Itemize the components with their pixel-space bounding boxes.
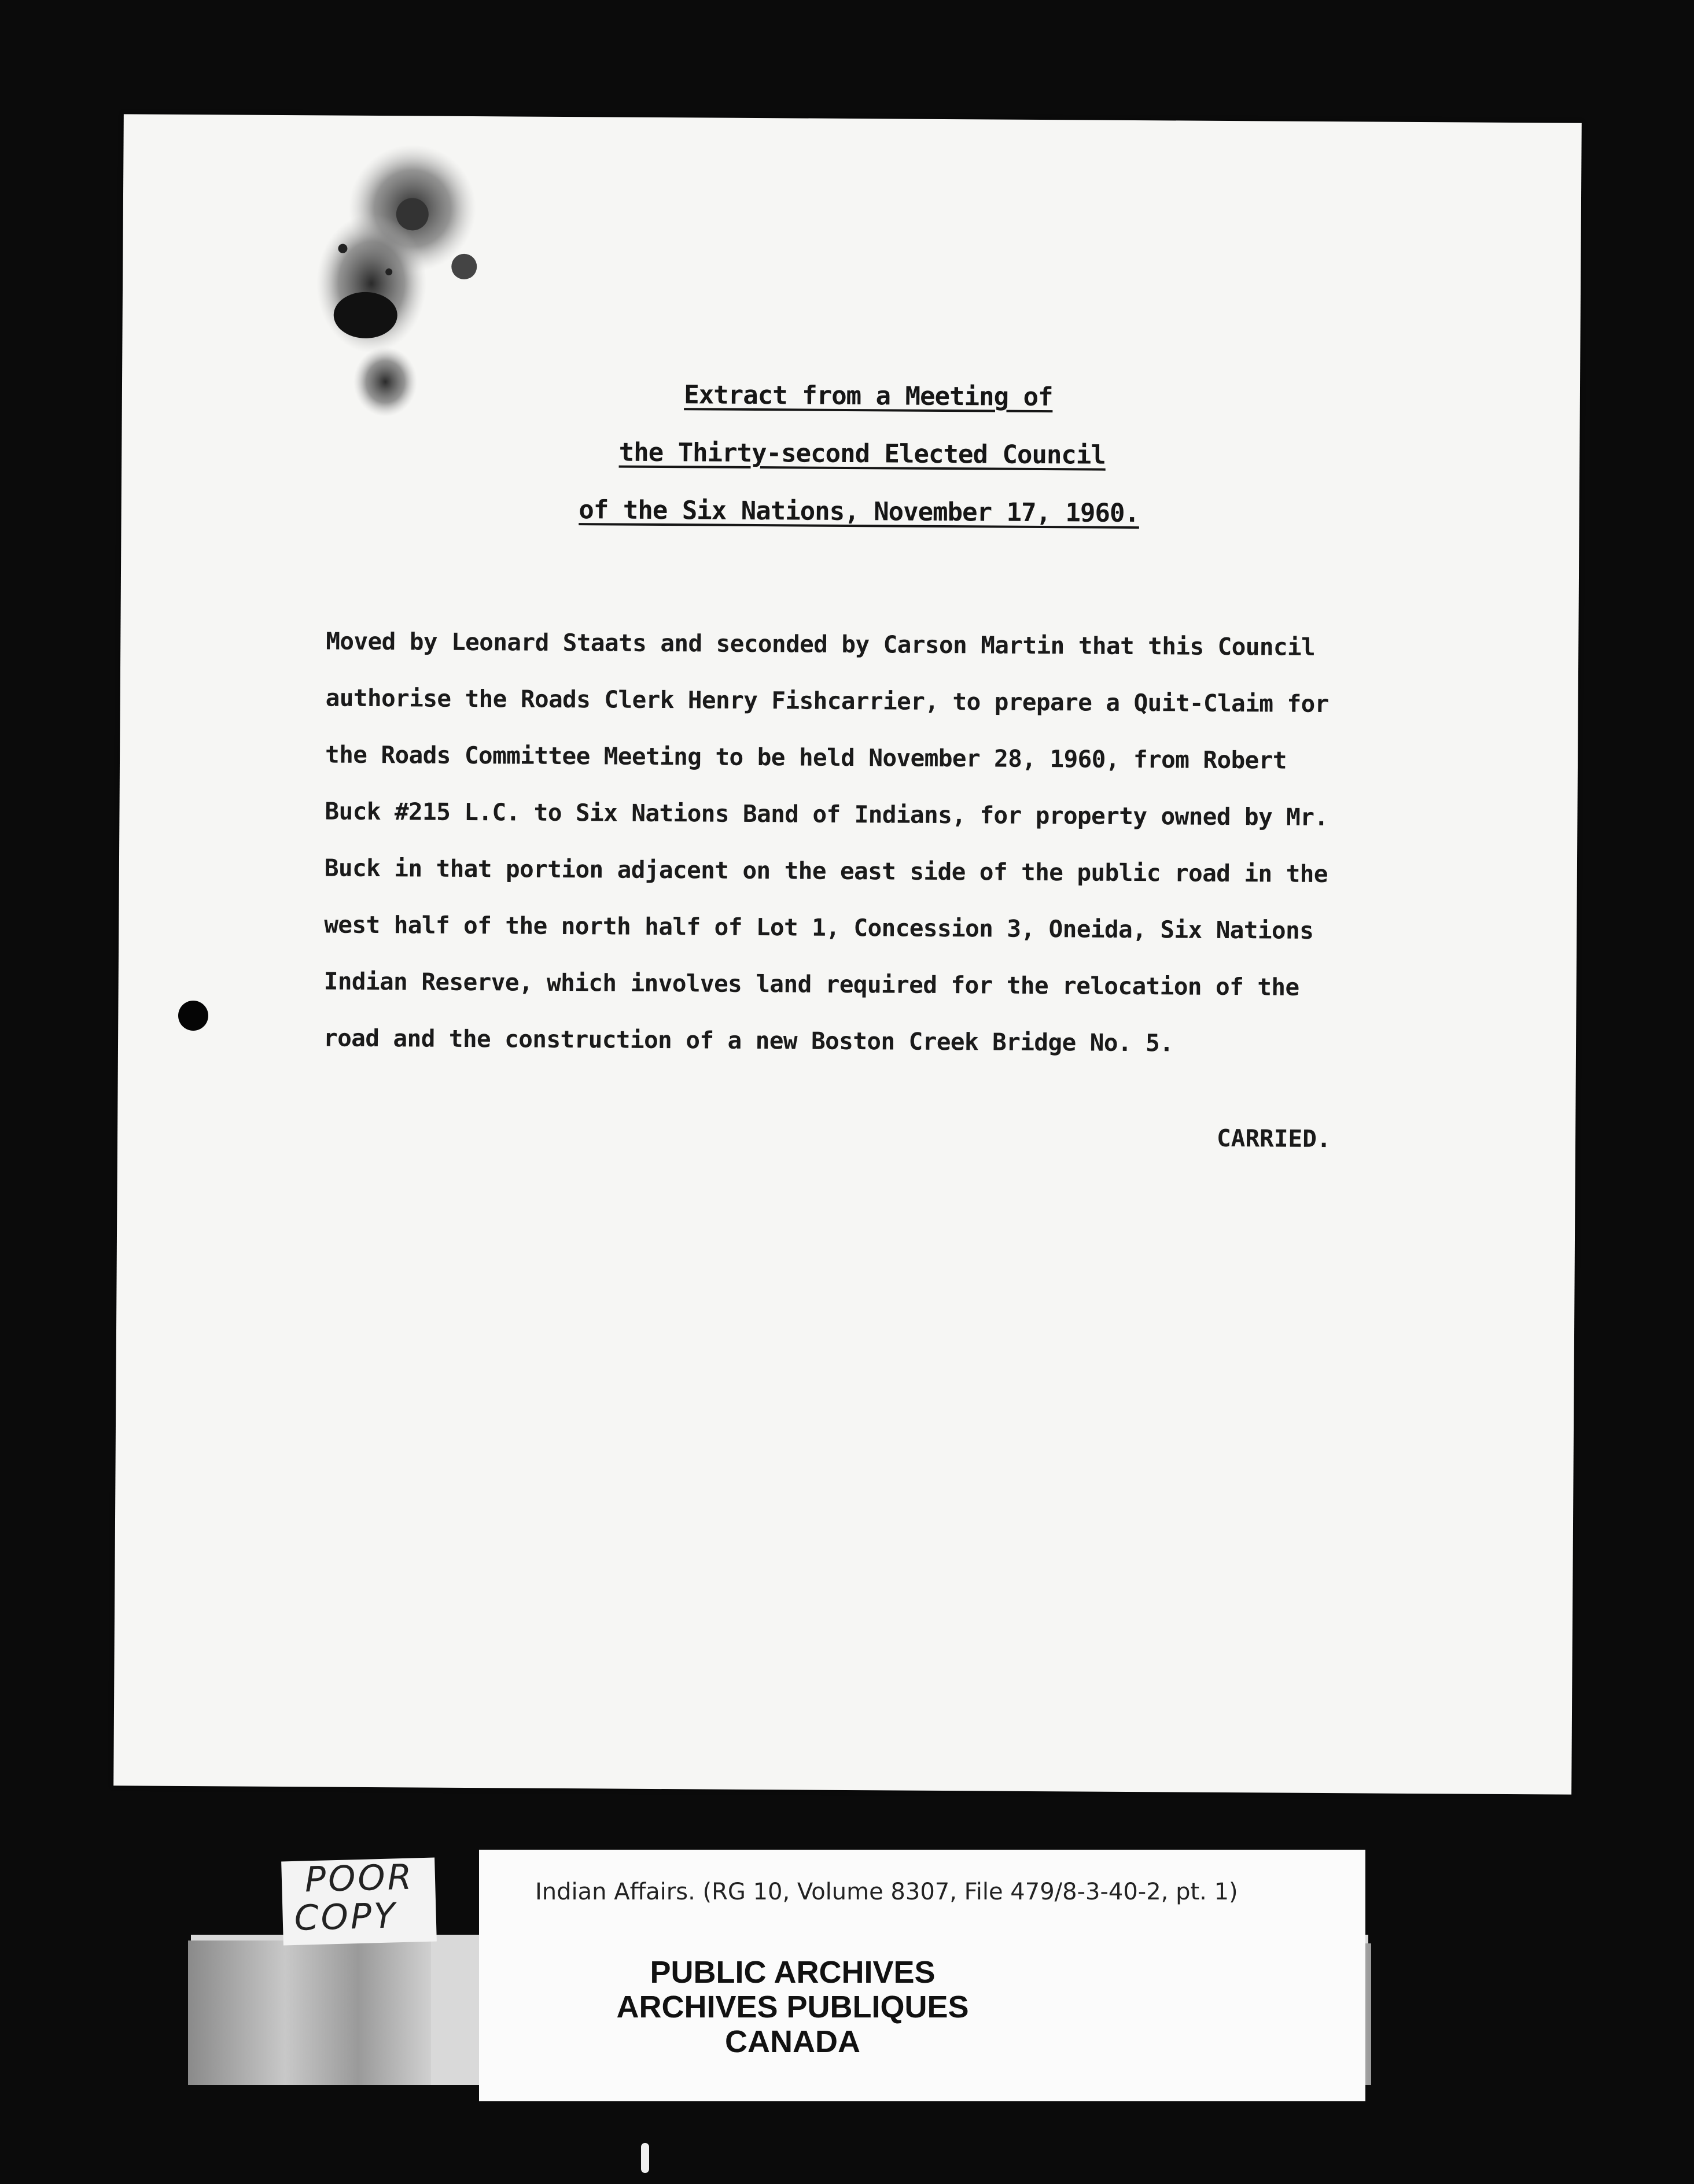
punch-hole bbox=[178, 1001, 208, 1031]
film-mark bbox=[641, 2143, 649, 2173]
document-heading bbox=[121, 363, 1580, 545]
motion-line: road and the construction of a new Boston Creek Bridge No. 5. bbox=[323, 1024, 1174, 1057]
archive-citation: Indian Affairs. (RG 10, Volume 8307, File 479/8-3-40-2, pt. 1) bbox=[535, 1879, 1238, 1905]
motion-line: west half of the north half of Lot 1, Concession 3, Oneida, Six Nations bbox=[324, 910, 1314, 945]
archives-title-line: PUBLIC ARCHIVES bbox=[650, 1955, 936, 1990]
poor-copy-line: POOR bbox=[304, 1857, 415, 1901]
document-page bbox=[113, 114, 1582, 1794]
motion-paragraph bbox=[323, 613, 1426, 1073]
motion-line: Moved by Leonard Staats and seconded by Carson Martin that this Council bbox=[326, 627, 1316, 661]
motion-line: Indian Reserve, which involves land required for the relocation of the bbox=[323, 967, 1299, 1001]
strip-end-left bbox=[188, 1940, 431, 2085]
archives-title bbox=[561, 1955, 1024, 2059]
poor-copy-line: COPY bbox=[293, 1895, 398, 1939]
motion-line: authorise the Roads Clerk Henry Fishcarrier, to prepare a Quit-Claim for bbox=[325, 684, 1329, 718]
carried-label: CARRIED. bbox=[1216, 1124, 1331, 1153]
heading-line: the Thirty-second Elected Council bbox=[618, 437, 1106, 470]
archives-title-line: ARCHIVES PUBLIQUES bbox=[616, 1990, 969, 2024]
heading-line: Extract from a Meeting of bbox=[684, 380, 1053, 412]
poor-copy-note bbox=[281, 1858, 437, 1946]
motion-line: the Roads Committee Meeting to be held November 28, 1960, from Robert bbox=[325, 740, 1287, 774]
heading-line: of the Six Nations, November 17, 1960. bbox=[579, 495, 1140, 529]
motion-line: Buck in that portion adjacent on the east side of the public road in the bbox=[324, 854, 1328, 888]
archives-title-line: CANADA bbox=[725, 2024, 860, 2059]
motion-line: Buck #215 L.C. to Six Nations Band of Indians, for property owned by Mr. bbox=[325, 797, 1328, 832]
